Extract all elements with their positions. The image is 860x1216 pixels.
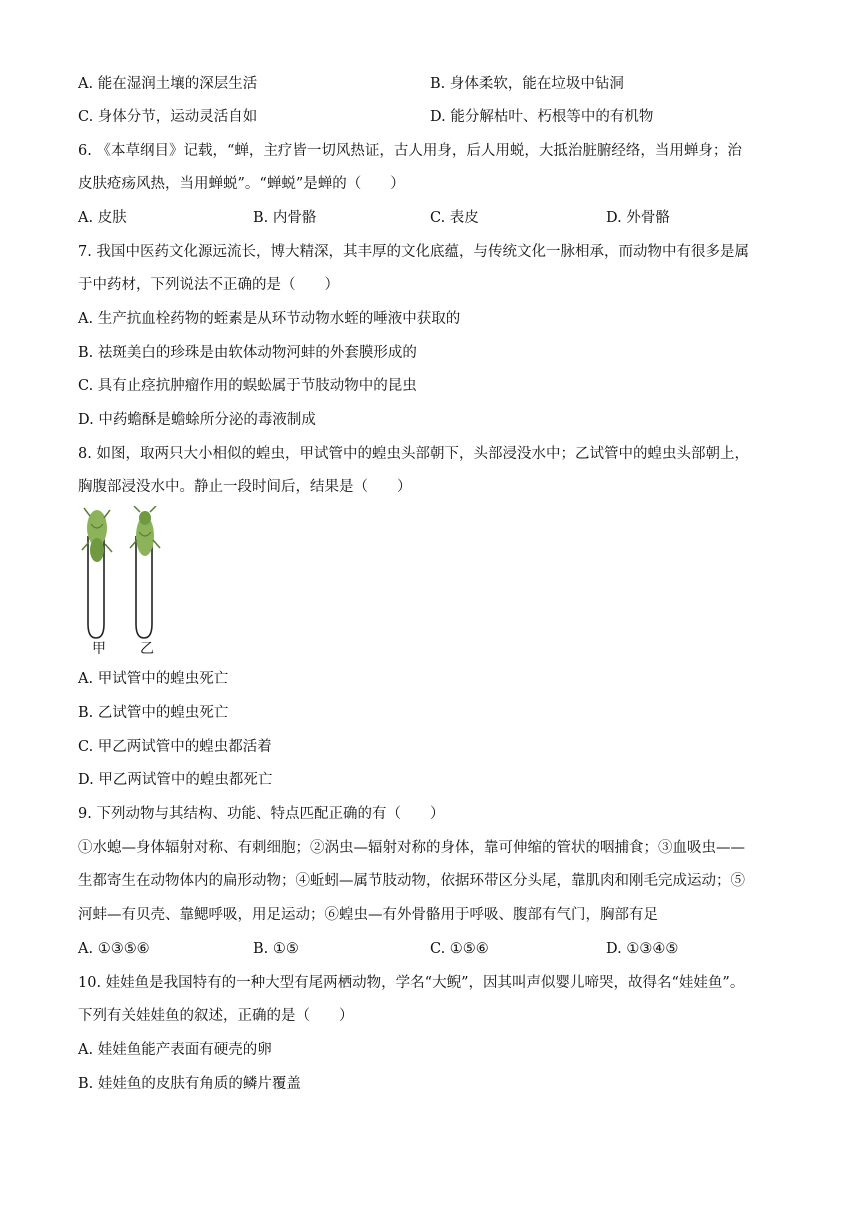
q7-option-a: A. 生产抗血栓药物的蛭素是从环节动物水蛭的唾液中获取的	[78, 311, 461, 327]
q9-option-d: D. ①③④⑤	[606, 941, 679, 957]
q9-option-a: A. ①③⑤⑥	[78, 941, 150, 957]
q7-option-c: C. 具有止痉抗肿瘤作用的蜈蚣属于节肢动物中的昆虫	[78, 378, 417, 394]
locust-yi-icon	[130, 506, 160, 556]
q10-option-a: A. 娃娃鱼能产表面有硬壳的卵	[78, 1042, 272, 1058]
q5-option-d: D. 能分解枯叶、朽根等中的有机物	[430, 109, 654, 125]
test-tube-figure	[78, 506, 178, 656]
q6-option-a: A. 皮肤	[78, 210, 127, 226]
q9-option-b: B. ①⑤	[253, 941, 299, 957]
q7-option-d: D. 中药蟾酥是蟾蜍所分泌的毒液制成	[78, 412, 316, 428]
q8-option-d: D. 甲乙两试管中的蝗虫都死亡	[78, 772, 273, 788]
locust-jia-icon	[82, 508, 112, 562]
q9-stem: 9. 下列动物与其结构、功能、特点匹配正确的有（ ）	[78, 806, 445, 822]
q5-option-a: A. 能在湿润土壤的深层生活	[78, 76, 258, 92]
test-tube-illustration	[78, 506, 178, 656]
q8-stem-line1: 8. 如图，取两只大小相似的蝗虫，甲试管中的蝗虫头部朝下，头部浸没水中；乙试管中的蝗虫头部朝上，	[78, 446, 749, 462]
q10-stem-line1: 10. 娃娃鱼是我国特有的一种大型有尾两栖动物，学名“大鲵”，因其叫声似婴儿啼哭，故得名“娃娃鱼”。	[78, 975, 745, 991]
q7-stem-line2: 于中药材，下列说法不正确的是（ ）	[78, 277, 339, 293]
q6-option-b: B. 内骨骼	[253, 210, 317, 226]
q6-stem-line1: 6. 《本草纲目》记载，“蝉，主疗皆一切风热证，古人用身，后人用蜕，大抵治脏腑经络，当用蝉身；治	[78, 143, 742, 159]
q9-option-c: C. ①⑤⑥	[430, 941, 489, 957]
q9-body-line1: ①水螅—身体辐射对称、有刺细胞；②涡虫—辐射对称的身体，靠可伸缩的管状的咽捕食；③血吸虫——	[78, 840, 745, 856]
q8-option-a: A. 甲试管中的蝗虫死亡	[78, 671, 229, 687]
q7-option-b: B. 祛斑美白的珍珠是由软体动物河蚌的外套膜形成的	[78, 345, 417, 361]
q10-option-b: B. 娃娃鱼的皮肤有角质的鳞片覆盖	[78, 1076, 301, 1092]
q8-option-c: C. 甲乙两试管中的蝗虫都活着	[78, 739, 272, 755]
q6-stem-line2: 皮肤疮疡风热，当用蝉蜕”。“蝉蜕”是蝉的（ ）	[78, 176, 405, 192]
q10-stem-line2: 下列有关娃娃鱼的叙述，正确的是（ ）	[78, 1008, 354, 1024]
q7-stem-line1: 7. 我国中医药文化源远流长，博大精深，其丰厚的文化底蕴，与传统文化一脉相承，而动物中有很多是属	[78, 244, 749, 260]
q5-option-c: C. 身体分节，运动灵活自如	[78, 109, 258, 125]
q9-body-line2: 生都寄生在动物体内的扁形动物；④蚯蚓—属节肢动物，依据环带区分头尾，靠肌肉和刚毛完成运动；⑤	[78, 873, 745, 889]
q6-option-c: C. 表皮	[430, 210, 479, 226]
q8-stem-line2: 胸腹部浸没水中。静止一段时间后，结果是（ ）	[78, 479, 412, 495]
q9-body-line3: 河蚌—有贝壳、靠鳃呼吸，用足运动；⑥蝗虫—有外骨骼用于呼吸、腹部有气门，胸部有足	[78, 907, 658, 923]
figure-label-jia: 甲	[92, 641, 106, 657]
figure-label-yi: 乙	[140, 641, 154, 657]
q6-option-d: D. 外骨骼	[606, 210, 670, 226]
q5-option-b: B. 身体柔软，能在垃圾中钻洞	[430, 76, 624, 92]
q8-option-b: B. 乙试管中的蝗虫死亡	[78, 705, 229, 721]
